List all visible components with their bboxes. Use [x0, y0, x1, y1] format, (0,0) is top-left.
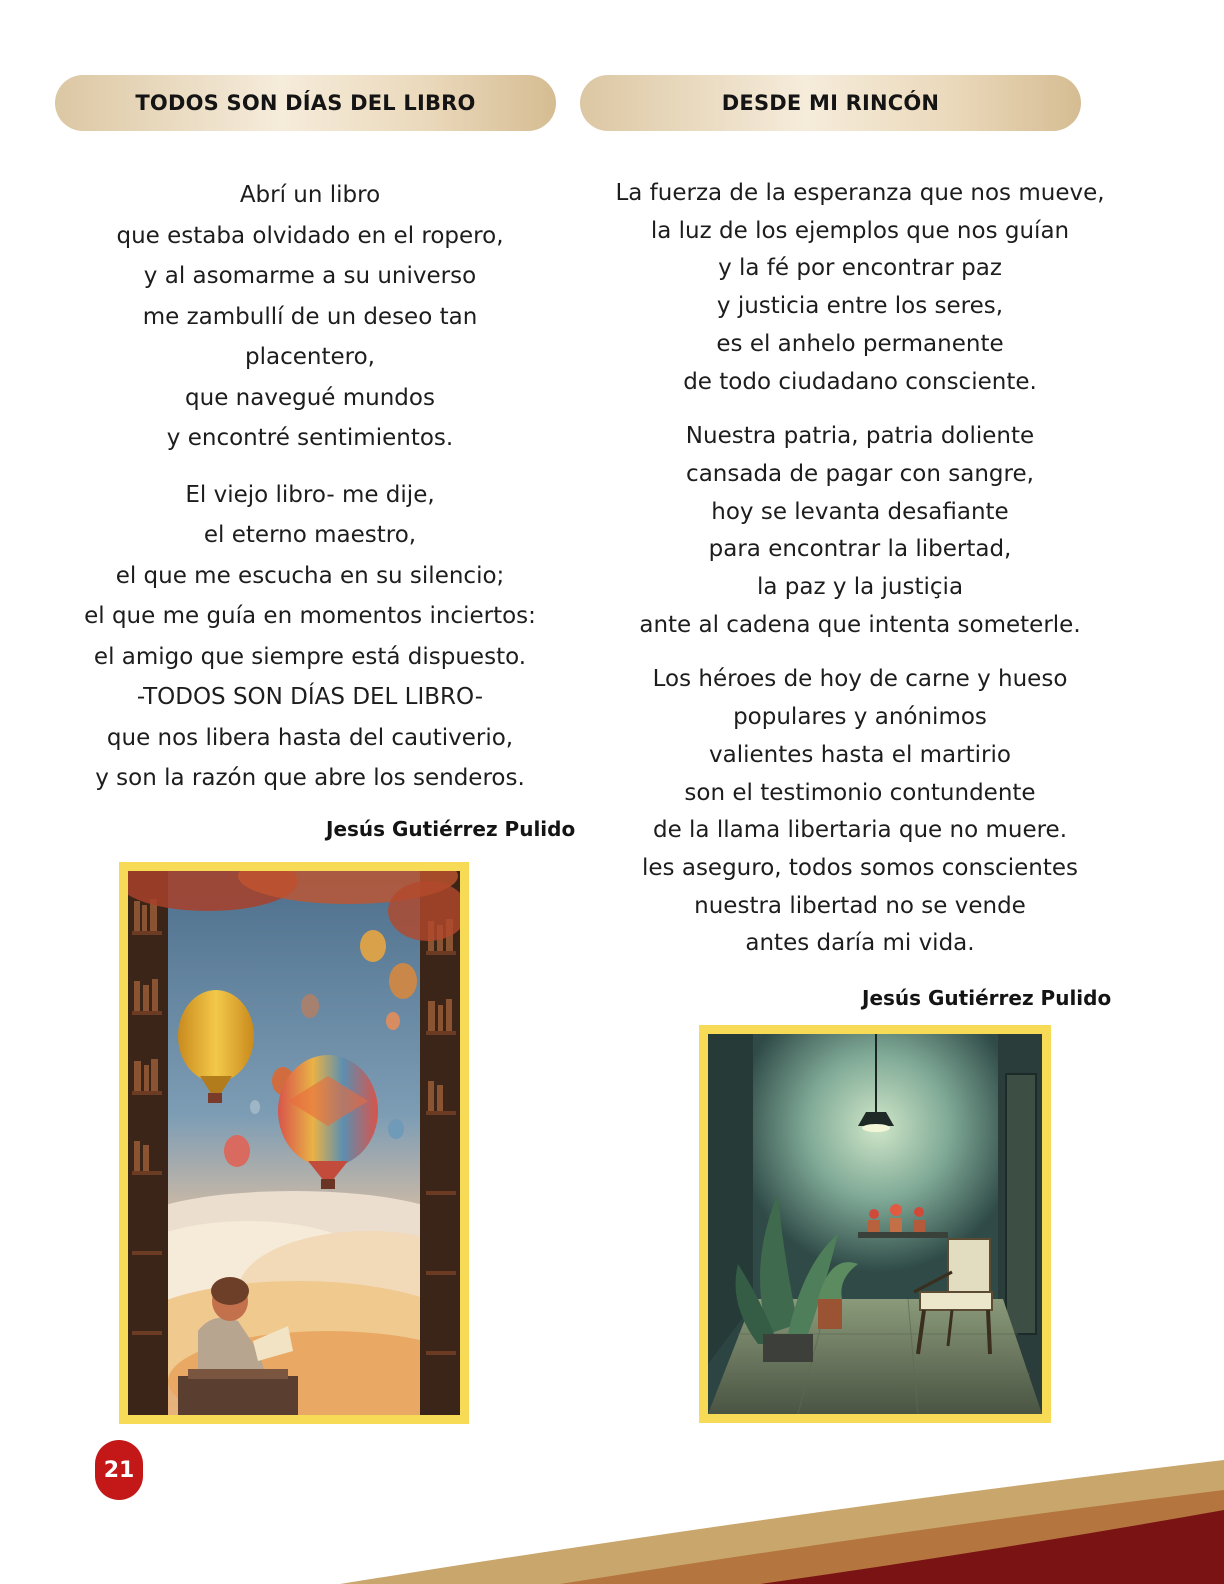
poem-line: me zambullí de un deseo tan: [142, 303, 478, 330]
poem-right-stanza-3: [610, 661, 1110, 963]
poem-line: El viejo libro- me dije,: [185, 481, 435, 508]
section-header-right-label: DESDE MI RINCÓN: [721, 91, 940, 115]
poem-left-stanza-1: [60, 175, 560, 459]
poem-line: ante al cadena que intenta someterle.: [639, 611, 1081, 638]
author-right: Jesús Gutiérrez Pulido: [862, 986, 1112, 1010]
poem-left-stanza-2: [60, 475, 560, 799]
poem-line: y al asomarme a su universo: [143, 263, 477, 289]
poem-line: Abrí un libro: [239, 182, 381, 208]
poem-right-stanza-2: [610, 418, 1110, 644]
poem-line: les aseguro, todos somos conscientes: [642, 854, 1078, 881]
poem-line: -TODOS SON DÍAS DEL LIBRO-: [136, 684, 484, 710]
poem-line: cansada de pagar con sangre,: [686, 460, 1034, 487]
decorative-swoosh: [0, 1440, 1224, 1584]
section-header-left-label: TODOS SON DÍAS DEL LIBRO: [135, 91, 476, 115]
poem-line: y justicia entre los seres,: [716, 293, 1004, 320]
illustration-corner: [708, 1034, 1042, 1414]
section-header-left: [55, 75, 556, 131]
poem-line: que navegué mundos: [185, 384, 435, 411]
poem-line: y son la razón que abre los senderos.: [95, 765, 525, 791]
poem-line: y encontré sentimientos.: [166, 425, 454, 451]
poem-left: [60, 175, 560, 799]
poem-line: de todo ciudadano consciente.: [683, 368, 1037, 395]
poem-line: placentero,: [245, 344, 375, 370]
illustration-corner-frame: [699, 1025, 1051, 1423]
poem-line: Nuestra patria, patria doliente: [685, 423, 1035, 450]
author-left: Jesús Gutiérrez Pulido: [326, 817, 576, 841]
poem-line: la paz y la justiçia: [756, 574, 964, 601]
poem-line: populares y anónimos: [733, 704, 987, 731]
poem-line: que nos libera hasta del cautiverio,: [106, 724, 514, 751]
poem-line: el amigo que siempre está dispuesto.: [93, 643, 527, 670]
poem-line: la luz de los ejemplos que nos guían: [650, 217, 1070, 244]
poem-line: el eterno maestro,: [203, 522, 417, 548]
illustration-balloons-frame: [119, 862, 469, 1424]
poem-right: [610, 175, 1110, 963]
section-header-right: [580, 75, 1081, 131]
poem-line: nuestra libertad no se vende: [694, 892, 1026, 919]
poem-line: valientes hasta el martirio: [709, 741, 1011, 768]
poem-line: de la llama libertaria que no muere.: [652, 817, 1068, 844]
poem-line: el que me guía en momentos inciertos:: [84, 603, 536, 629]
poem-line: que estaba olvidado en el ropero,: [116, 222, 504, 249]
poem-line: y la fé por encontrar paz: [718, 255, 1002, 282]
poem-line: antes daría mi vida.: [745, 930, 975, 957]
poem-line: el que me escucha en su silencio;: [115, 562, 505, 589]
poem-line: para encontrar la libertad,: [708, 536, 1012, 563]
poem-line: son el testimonio contundente: [684, 779, 1036, 806]
poem-line: Los héroes de hoy de carne y hueso: [652, 666, 1068, 693]
poem-right-stanza-1: [610, 175, 1110, 401]
poem-line: es el anhelo permanente: [716, 330, 1004, 357]
poem-line: hoy se levanta desafiante: [711, 498, 1009, 525]
illustration-balloons: [128, 871, 460, 1415]
poem-line: La fuerza de la esperanza que nos mueve,: [615, 180, 1105, 206]
page-number: 21: [103, 1457, 135, 1483]
